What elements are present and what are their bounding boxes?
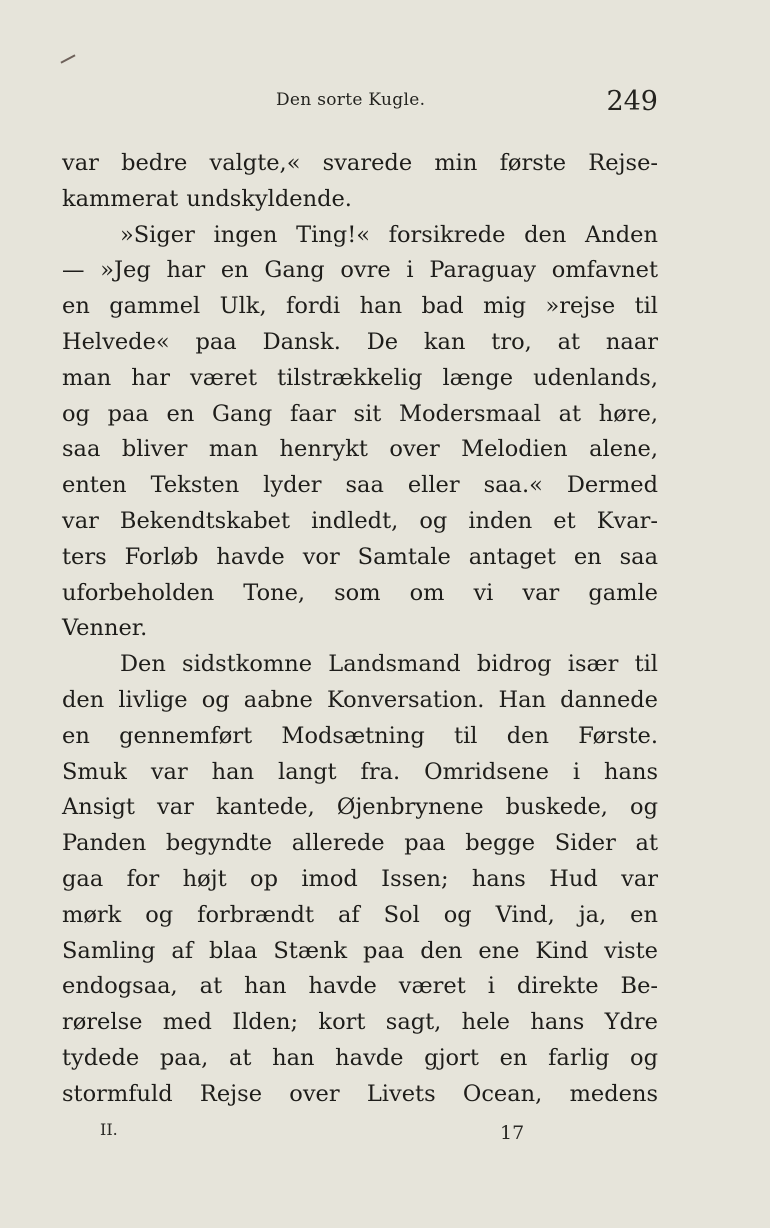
text-line: Smuk var han langt fra. Omridsene i hans [62,758,658,785]
text-line: »Siger ingen Ting!« forsikrede den Anden [120,221,658,248]
text-line: ters Forløb havde vor Samtale antaget en saa [62,543,658,570]
text-line: var bedre valgte,« svarede min første Rejse- [62,150,658,176]
text-line: Venner. [62,615,148,642]
sheet-number: 17 [500,1122,525,1144]
running-title: Den sorte Kugle. [276,90,426,110]
text-line: kammerat undskyldende. [62,185,352,212]
text-line: gaa for højt op imod Issen; hans Hud var [62,865,658,892]
text-line: Den sidstkomne Landsmand bidrog især til [120,651,658,678]
text-line: Samling af blaa Stænk paa den ene Kind viste [62,937,658,964]
body-text [62,146,658,1113]
text-line: og paa en Gang faar sit Modersmaal at høre, [62,400,658,427]
page-header [62,86,658,126]
text-line: Ansigt var kantede, Øjenbrynene buskede, og [62,794,658,821]
text-line: en gammel Ulk, fordi han bad mig »rejse til [62,293,658,320]
page-footer [62,1114,658,1154]
text-line: saa bliver man henrykt over Melodien alene, [62,436,658,463]
text-line: rørelse med Ilden; kort sagt, hele hans Ydre [62,1009,658,1036]
text-line: stormfuld Rejse over Livets Ocean, medens [62,1080,658,1107]
text-line: enten Teksten lyder saa eller saa.« Dermed [62,472,658,499]
text-line: endogsaa, at han havde været i direkte Be- [62,973,658,1000]
text-line: den livlige og aabne Konversation. Han dannede [62,686,658,713]
text-line: mørk og forbrændt af Sol og Vind, ja, en [62,901,658,928]
signature-mark: II. [100,1120,118,1139]
text-line: en gennemført Modsætning til den Første. [62,722,658,749]
ink-smudge [60,54,75,63]
text-line: man har været tilstrækkelig længe udenlands, [62,364,658,391]
text-line: Helvede« paa Dansk. De kan tro, at naar [62,328,658,355]
text-line: Panden begyndte allerede paa begge Sider at [62,830,658,857]
text-line: — »Jeg har en Gang ovre i Paraguay omfavnet [62,257,658,284]
page-number: 249 [606,86,658,117]
text-line: tydede paa, at han havde gjort en farlig og [62,1044,658,1071]
text-line: uforbeholden Tone, som om vi var gamle [62,579,658,606]
text-line: var Bekendtskabet indledt, og inden et Kvar- [62,507,658,534]
